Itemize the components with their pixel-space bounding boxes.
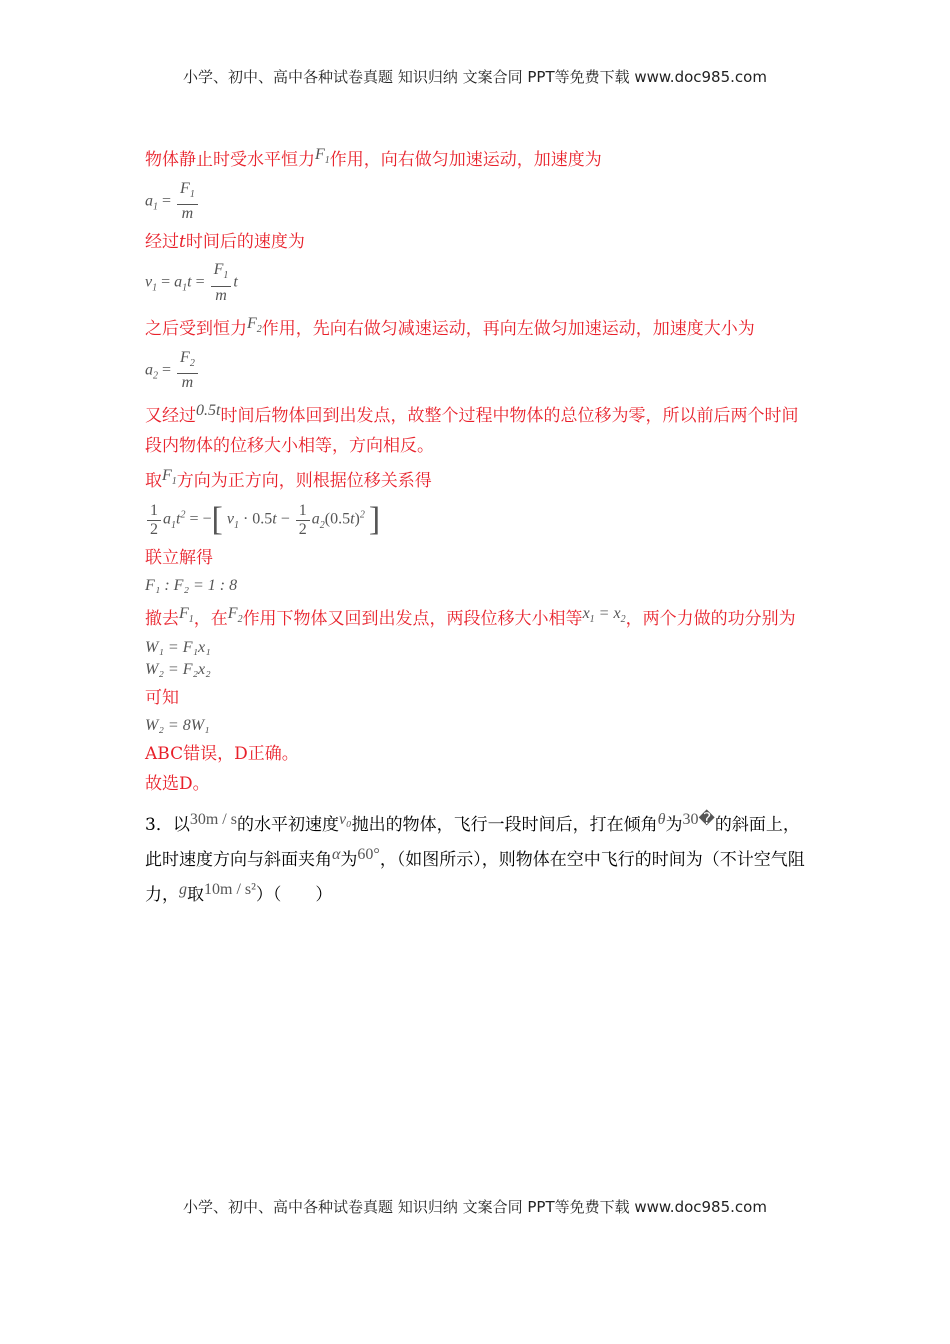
math-theta: θ [657, 811, 666, 829]
text: t [179, 232, 186, 253]
text: ）（ ） [255, 885, 333, 906]
formula-ratio: F₁ : F₂ = 1 : 8 [145, 577, 238, 595]
math-F1: $F_1$ [315, 146, 330, 167]
text: 的水平初速度 [236, 815, 339, 836]
text: 撤去 [145, 609, 179, 630]
math-angle-30: 30� [682, 811, 715, 829]
formula-a1: $a_1$ = $\frac{F_1}{m}$ [145, 180, 810, 223]
text: 物体静止时受水平恒力 [145, 150, 315, 170]
formula-displacement: $\frac{1}{2}$ $a_1t^2$ = −[ $v_1 \cdot 0.5t$ − $\frac{1}{2}$ $a_2(0.5t)^2$ ] [145, 501, 810, 539]
solution-line-1 [145, 140, 810, 176]
text: 的斜面上，此时速度方向与斜面夹角 [145, 815, 800, 871]
text: 作用下物体又回到出发点，两段位移大小相等 [242, 609, 583, 630]
solution-line-4 [145, 396, 810, 461]
text: 取 [145, 470, 162, 491]
text: 作用，向右做匀加速运动，加速度为 [329, 150, 602, 170]
page-footer: 小学、初中、高中各种试卷真题 知识归纳 文案合同 PPT等免费下载 www.doc985.com [183, 1198, 767, 1216]
math-half-t: 0.5t [196, 401, 221, 419]
solution-line-7 [145, 599, 810, 635]
text: 之后受到恒力 [145, 318, 247, 339]
math-angle-60: 60° [357, 846, 380, 864]
formula-w1: W₁ = F₁x₁ [145, 639, 211, 657]
text: 3．以 [145, 815, 190, 836]
solution-line-2 [145, 227, 810, 257]
page-header: 小学、初中、高中各种试卷真题 知识归纳 文案合同 PPT等免费下载 www.doc985.com [183, 68, 767, 86]
math-F1: $F_1$ [162, 466, 177, 488]
solution-line-6: 联立解得 [145, 548, 213, 569]
solution-line-9: ABC错误，D正确。 [145, 744, 299, 765]
math-F2: $F_2$ [227, 605, 243, 626]
formula-v1: $v_1 = a_1t$ = $\frac{F_1}{m}$ t [145, 261, 238, 304]
formula-w-relation: W₂ = 8W₁ [145, 717, 210, 735]
text: 时间后的速度为 [185, 232, 305, 253]
text: 时间后物体回到出发点，故整个过程中物体的总位移为零，所以前后两个时间段内物体的位移大小相等，方向相反。 [145, 405, 799, 456]
text: 抛出的物体，飞行一段时间后，打在倾角 [351, 815, 658, 836]
solution-line-5 [145, 461, 810, 497]
math-g: g [179, 881, 187, 899]
text: 又经过 [145, 405, 196, 426]
math-g-value: 10m / s² [204, 881, 256, 899]
text: 方向为正方向，则根据位移关系得 [176, 470, 432, 491]
text: 为 [340, 850, 358, 871]
document-content [145, 140, 810, 910]
math-alpha: α [332, 846, 341, 864]
formula-w2: W₂ = F₂x₂ [145, 661, 211, 679]
math-speed: 30m / s [189, 811, 237, 829]
text: 作用，先向右做匀减速运动，再向左做匀加速运动，加速度大小为 [261, 318, 755, 339]
text: ，两个力做的功分别为 [625, 609, 796, 630]
text: 为 [665, 815, 683, 836]
solution-line-8: 可知 [145, 688, 179, 709]
text: ，在 [193, 609, 228, 630]
text: 经过 [145, 232, 179, 253]
math-x1-eq-x2: $x_1 = x_2$ [582, 605, 626, 626]
math-v0: v₀ [338, 811, 352, 829]
formula-a2: $a_2$ = $\frac{F_2}{m}$ [145, 349, 810, 392]
text: ，（如图所示），则物体在空中飞行的时间为（不计空气阻力， [145, 850, 805, 906]
solution-line-3 [145, 309, 810, 345]
text: 取 [187, 885, 204, 906]
math-F1: $F_1$ [179, 605, 194, 626]
question-3 [145, 805, 810, 910]
solution-line-10: 故选D。 [145, 774, 210, 795]
math-F2: $F_2$ [247, 314, 262, 335]
